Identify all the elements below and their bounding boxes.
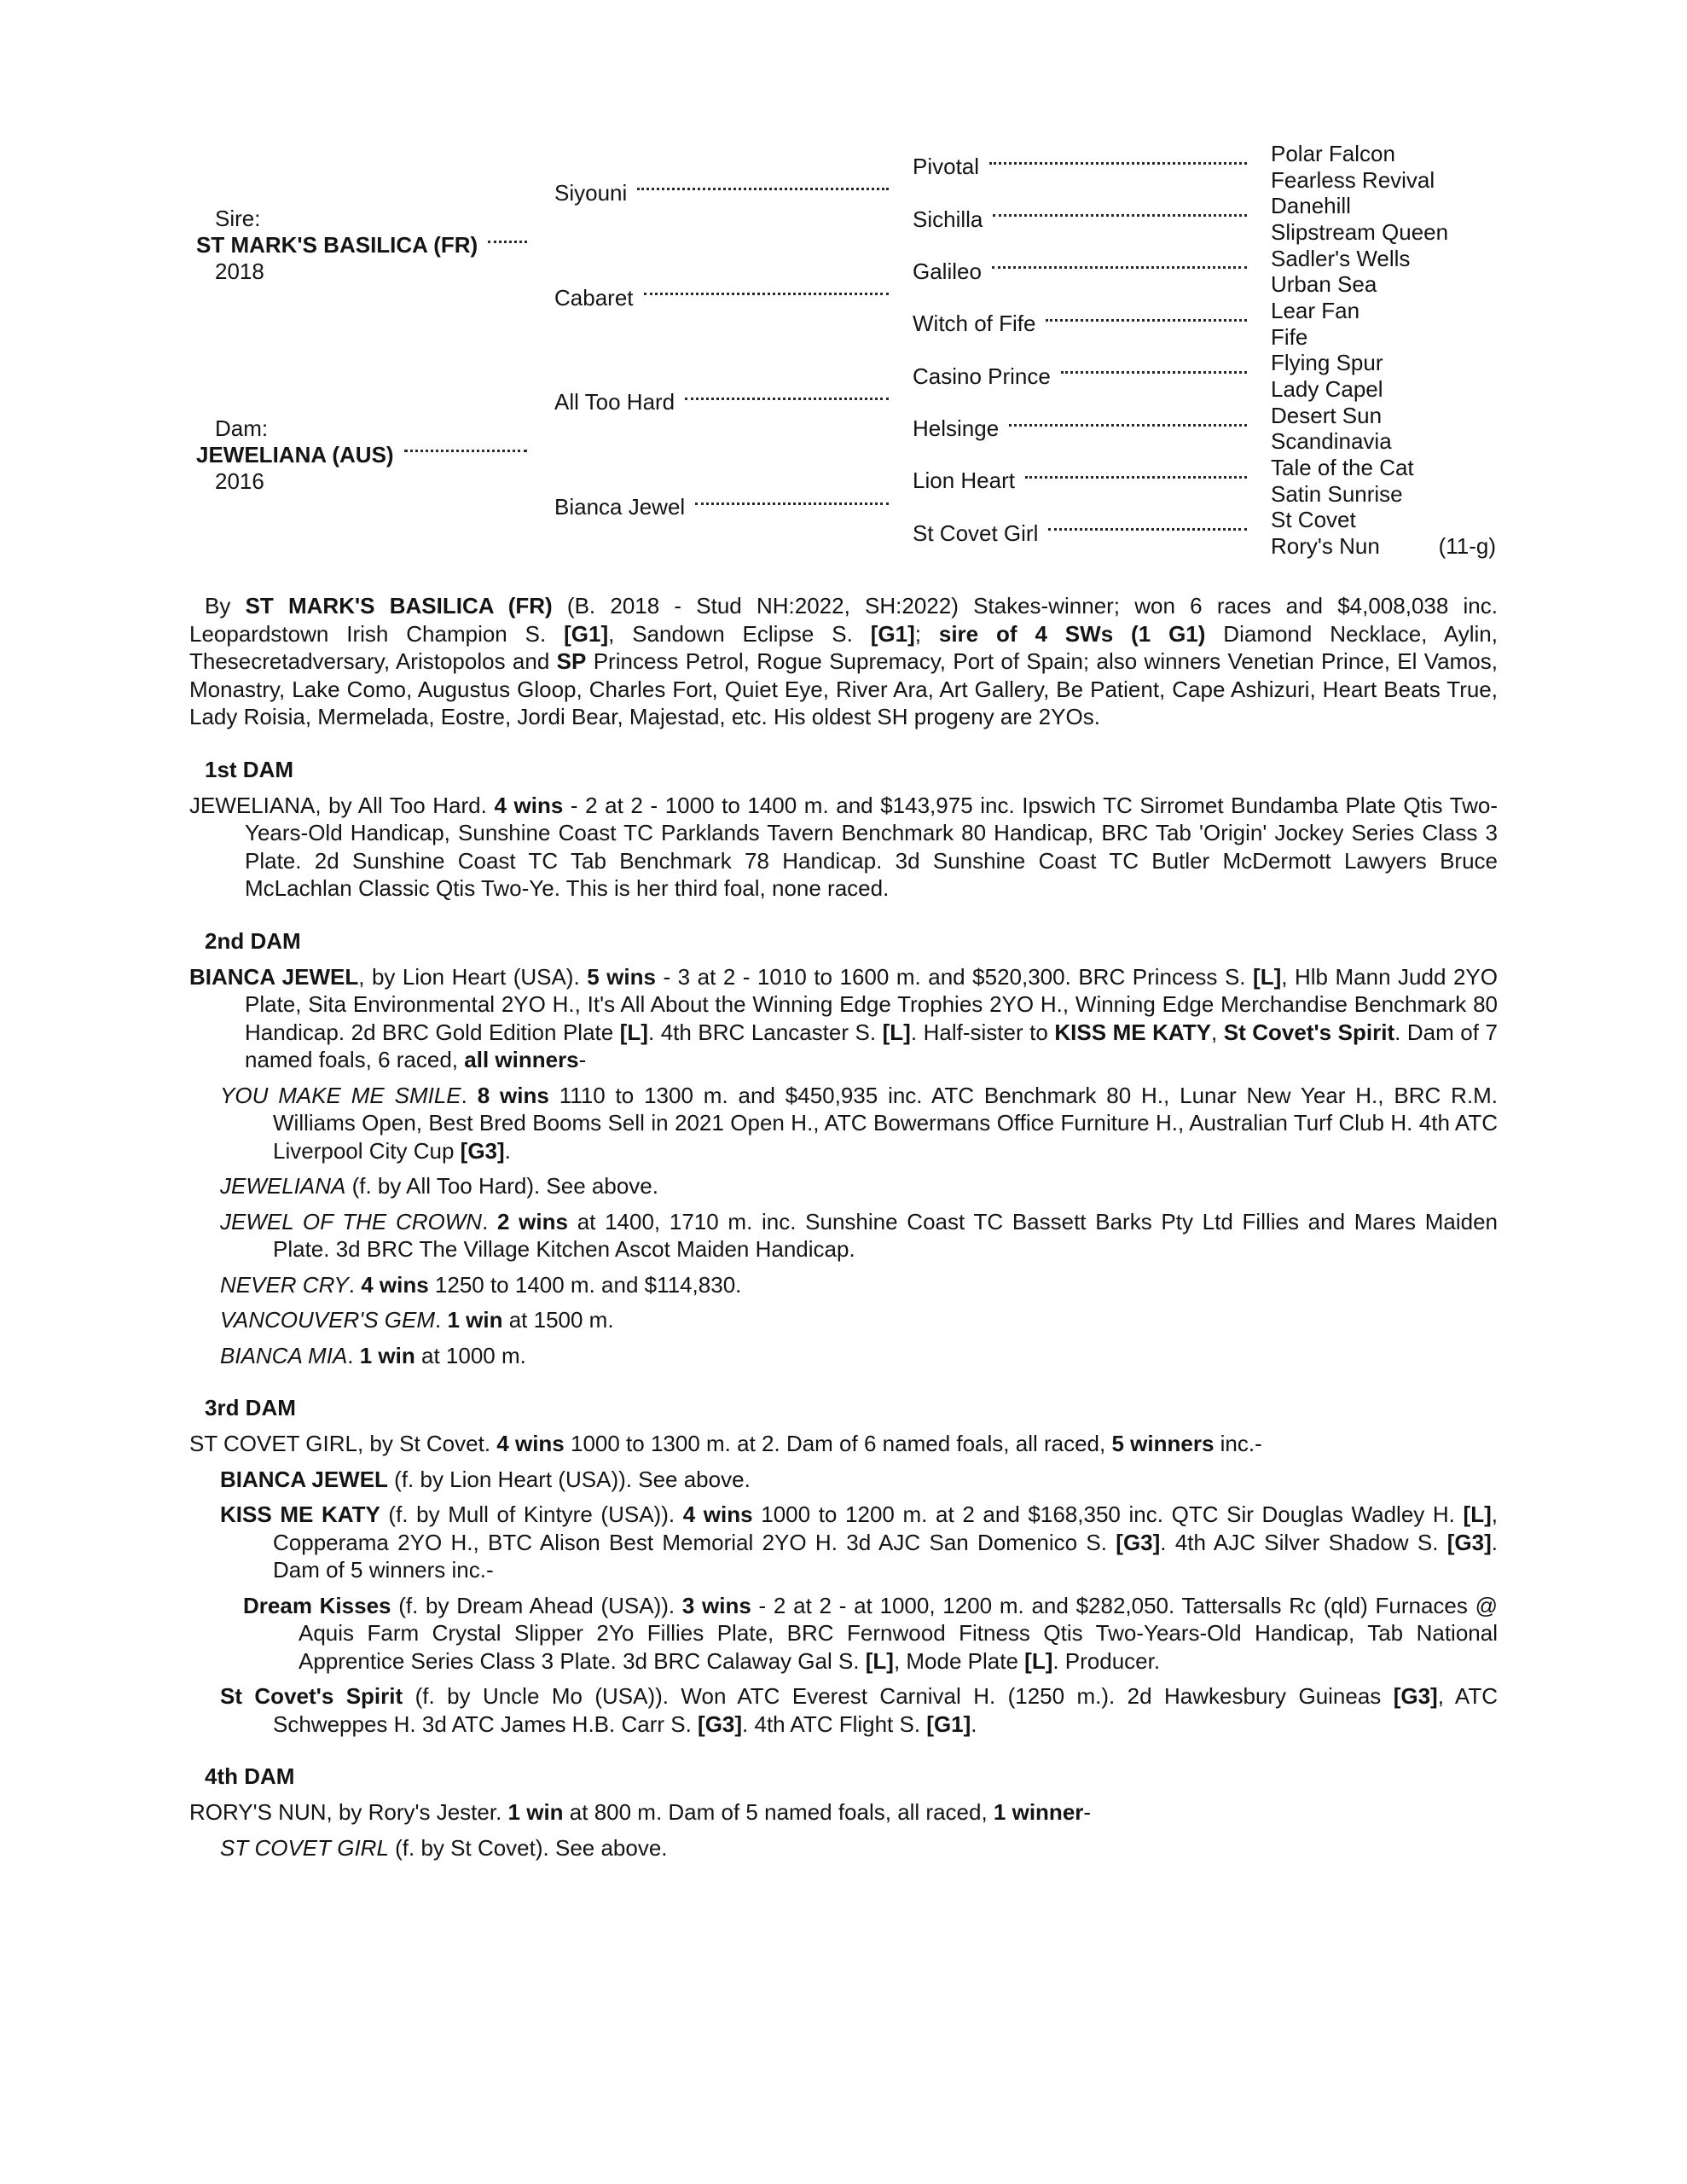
- horse-name: Polar Falcon: [1271, 140, 1395, 166]
- text-run: (f. by Uncle Mo (USA)). Won ATC Everest Carnival H. (1250 m.). 2d Hawkesbury Guineas: [403, 1683, 1394, 1709]
- text-run: NEVER CRY: [220, 1271, 349, 1298]
- text-run: 1000 to 1300 m. at 2. Dam of 6 named foals, all raced,: [564, 1431, 1112, 1456]
- sire-block: [189, 141, 546, 351]
- dam-name: JEWELIANA (AUS): [196, 441, 394, 468]
- text-run: 1 win: [507, 1799, 564, 1825]
- text-run: (f. by Lion Heart (USA)). See above.: [387, 1466, 751, 1492]
- horse-name: Slipstream Queen: [1271, 218, 1449, 245]
- horse-name: Galileo: [913, 258, 982, 284]
- dam4-rorys-nun: [189, 1798, 1498, 1827]
- text-run: 1 win: [447, 1307, 503, 1333]
- text-run: 4 wins: [361, 1271, 429, 1298]
- text-run: Diamond Necklace, Aylin, Thesecretadversary, Aristopolos and: [189, 620, 1498, 674]
- text-run: all winners: [464, 1047, 579, 1072]
- text-run: . 4th BRC Lancaster S.: [647, 1019, 883, 1045]
- horse-name: Flying Spur: [1271, 350, 1383, 376]
- progeny-you-make-me-smile: [220, 1082, 1498, 1165]
- text-run: KISS ME KATY: [220, 1502, 380, 1527]
- pedigree-cell: [904, 141, 1262, 193]
- dotted-leader: [695, 502, 889, 505]
- pedigree-cell: [1262, 429, 1498, 456]
- text-run: [L]: [1463, 1502, 1492, 1527]
- text-run: - 2 at 2 - 1000 to 1400 m. and $143,975 inc. Ipswich TC Sirromet Bundamba Plate Qtis Two-Years-Old Handicap, Sunshine Coast TC Parklands Tavern Benchmark 80 Handicap, BRC Tab 'Origin' Jockey Series Class 3 Plate. 2d Sunshine Coast TC Tab Benchmark 78 Handicap. 3d Sunshine Coast TC Butler McDermott Lawyers Bruce McLachlan Classic Qtis Two-Ye. This is her third foal, none raced.: [245, 792, 1499, 901]
- text-run: , Hlb Mann Judd 2YO Plate, Sita Environmental 2YO H., It's All About the Winning Edge Trophies 2YO H., Winning Edge Merchandise Benchmark 80 Handicap. 2d BRC Gold Edition Plate: [245, 963, 1498, 1045]
- text-run: Dream Kisses: [243, 1592, 391, 1618]
- text-run: 4 wins: [682, 1502, 753, 1527]
- text-run: 1000 to 1200 m. at 2 and $168,350 inc. QTC Sir Douglas Wadley H.: [752, 1502, 1464, 1527]
- pedigree-cell: [546, 455, 904, 560]
- text-run: 2 wins: [497, 1208, 568, 1234]
- text-run: (B. 2018 - Stud NH:2022, SH:2022) Stakes-winner; won 6 races and $4,008,038 inc. Leopardstown Irish Champion S.: [189, 593, 1498, 647]
- pedigree-cell: [1262, 141, 1498, 167]
- text-run: KISS ME KATY: [1054, 1019, 1211, 1045]
- text-run: .: [347, 1342, 360, 1368]
- pedigree-cell: [904, 455, 1262, 507]
- text-run: (f. by St Covet). See above.: [388, 1834, 668, 1861]
- heading-3rd-dam: 3rd DAM: [205, 1395, 296, 1420]
- horse-name: Witch of Fife: [913, 311, 1036, 337]
- family-number: (11-g): [1438, 533, 1496, 560]
- horse-name: Cabaret: [554, 284, 634, 311]
- dotted-leader: [992, 266, 1247, 269]
- text-run: (f. by Dream Ahead (USA)).: [391, 1592, 682, 1618]
- horse-name: Lady Capel: [1271, 376, 1383, 403]
- pedigree-cell: [1262, 324, 1498, 351]
- horse-name: Lear Fan: [1271, 297, 1360, 323]
- dotted-leader: [488, 241, 527, 243]
- heading-1st-dam: 1st DAM: [205, 756, 294, 782]
- dotted-leader: [989, 162, 1247, 165]
- text-run: [G3]: [1393, 1683, 1438, 1709]
- heading-4th-dam: 4th DAM: [205, 1763, 295, 1789]
- text-run: [G1]: [564, 620, 609, 647]
- text-run: [G3]: [460, 1137, 505, 1164]
- sire-label: Sire:: [215, 206, 261, 232]
- text-run: [L]: [1253, 963, 1282, 990]
- text-run: (f. by All Too Hard). See above.: [345, 1173, 658, 1199]
- progeny-vancouvers-gem: [220, 1306, 1498, 1334]
- text-run: , ATC Schweppes H. 3d ATC James H.B. Carr S.: [273, 1683, 1498, 1737]
- text-run: JEWEL OF THE CROWN: [220, 1208, 483, 1234]
- text-run: [G3]: [698, 1711, 743, 1737]
- text-run: .: [435, 1307, 448, 1333]
- text-run: . Dam of 5 winners inc.-: [273, 1529, 1498, 1583]
- text-run: ;: [914, 620, 939, 647]
- pedigree-cell: [546, 141, 904, 246]
- horse-name: Siyouni: [554, 179, 628, 206]
- pedigree-cell: [1262, 508, 1498, 534]
- dotted-leader: [1048, 528, 1247, 531]
- text-run: [G3]: [1116, 1529, 1161, 1555]
- progeny-dream-kisses: [243, 1592, 1498, 1676]
- progeny-st-covets-spirit: [220, 1682, 1498, 1738]
- pedigree-cell: [904, 246, 1262, 298]
- pedigree-cell: [1262, 193, 1498, 219]
- pedigree-cell: [1262, 298, 1498, 324]
- text-run: . Half-sister to: [910, 1019, 1055, 1045]
- text-run: .: [461, 1082, 478, 1108]
- dam1-jeweliana: [189, 792, 1498, 903]
- horse-name: St Covet Girl: [913, 520, 1039, 546]
- text-run: 3 wins: [681, 1592, 751, 1618]
- progeny-bianca-jewel: [220, 1466, 1498, 1494]
- horse-name: Satin Sunrise: [1271, 480, 1403, 507]
- text-run: , Copperama 2YO H., BTC Alison Best Memorial 2YO H. 3d AJC San Domenico S.: [273, 1502, 1498, 1555]
- text-run: BIANCA JEWEL: [220, 1466, 388, 1492]
- horse-name: Fearless Revival: [1271, 166, 1435, 193]
- horse-name: Fife: [1271, 323, 1308, 350]
- progeny-bianca-mia: [220, 1342, 1498, 1370]
- text-run: - 2 at 2 - at 1000, 1200 m. and $282,050. Tattersalls Rc (qld) Furnaces @ Aquis Farm Crystal Slipper 2Yo Fillies Plate, BRC Fernwood Fitness Qtis Two-Years-Old Handicap, Tab National Apprentice Series Class 3 Plate. 3d BRC Calaway Gal S.: [299, 1592, 1498, 1674]
- text-run: 1 win: [359, 1342, 415, 1368]
- horse-name: Casino Prince: [913, 363, 1051, 389]
- text-run: at 1400, 1710 m. inc. Sunshine Coast TC Bassett Barks Pty Ltd Fillies and Mares Maiden Plate. 3d BRC The Village Kitchen Ascot Maiden Handicap.: [273, 1208, 1498, 1262]
- heading-2nd-dam: 2nd DAM: [205, 927, 301, 954]
- text-run: - 3 at 2 - 1010 to 1600 m. and $520,300. BRC Princess S.: [655, 963, 1254, 990]
- text-run: inc.-: [1214, 1431, 1262, 1456]
- horse-name: All Too Hard: [554, 389, 675, 415]
- dotted-leader: [1061, 371, 1247, 374]
- text-run: BIANCA JEWEL: [189, 963, 359, 990]
- horse-name: St Covet: [1271, 507, 1356, 533]
- text-run: RORY'S NUN, by Rory's Jester.: [189, 1799, 508, 1825]
- text-run: St Covet's Spirit: [1223, 1019, 1395, 1045]
- text-run: .: [348, 1271, 362, 1298]
- horse-name: Sichilla: [913, 206, 983, 232]
- sire-name: ST MARK'S BASILICA (FR): [196, 232, 478, 258]
- text-run: . Producer.: [1052, 1647, 1161, 1674]
- text-run: 1 winner: [993, 1799, 1084, 1825]
- text-run: ,: [1210, 1019, 1224, 1045]
- text-run: 8 wins: [477, 1082, 549, 1108]
- dotted-leader: [644, 293, 890, 295]
- text-run: 4 wins: [496, 1431, 565, 1456]
- text-run: , Mode Plate: [893, 1647, 1025, 1674]
- pedigree-cell: [546, 246, 904, 351]
- horse-name: Danehill: [1271, 193, 1351, 219]
- progeny-never-cry: [220, 1271, 1498, 1299]
- dotted-leader: [1046, 319, 1247, 322]
- text-run: 5 winners: [1111, 1431, 1215, 1456]
- text-run: . Dam of 7 named foals, 6 raced,: [245, 1019, 1498, 1072]
- dam-label: Dam:: [215, 415, 269, 441]
- dam3-st-covet-girl: [189, 1430, 1498, 1458]
- pedigree-cell: [1262, 167, 1498, 194]
- text-run: [G3]: [1446, 1529, 1492, 1555]
- text-run: [L]: [882, 1019, 911, 1045]
- pedigree-cell: [904, 193, 1262, 245]
- text-run: -: [1083, 1799, 1092, 1825]
- text-run: .: [482, 1208, 498, 1234]
- horse-name: Bianca Jewel: [554, 494, 686, 520]
- pedigree-cell: [904, 351, 1262, 403]
- pedigree-cell: [1262, 376, 1498, 403]
- pedigree-cell: [904, 298, 1262, 350]
- text-run: By: [205, 593, 246, 619]
- dotted-leader: [685, 398, 889, 400]
- horse-name: Tale of the Cat: [1271, 455, 1414, 481]
- progeny-st-covet-girl: [220, 1834, 1498, 1862]
- text-run: .: [504, 1137, 511, 1164]
- horse-name: Rory's Nun: [1271, 533, 1380, 560]
- text-run: [G1]: [926, 1711, 971, 1737]
- pedigree-cell: [546, 351, 904, 456]
- pedigree-cell: [1262, 246, 1498, 272]
- dam-block: [189, 351, 546, 561]
- text-run: 5 wins: [587, 963, 656, 990]
- pedigree-cell: [1262, 455, 1498, 481]
- text-run: [G1]: [870, 620, 915, 647]
- sire-year: 2018: [215, 258, 264, 285]
- text-run: at 800 m. Dam of 5 named foals, all raced,: [563, 1799, 994, 1825]
- progeny-jeweliana: [220, 1172, 1498, 1200]
- text-run: ST COVET GIRL: [220, 1834, 389, 1861]
- pedigree-cell: [1262, 533, 1498, 560]
- text-run: .: [971, 1711, 977, 1737]
- text-run: SP: [556, 648, 587, 674]
- text-run: . 4th AJC Silver Shadow S.: [1160, 1529, 1447, 1555]
- dotted-leader: [637, 188, 889, 190]
- text-run: Princess Petrol, Rogue Supremacy, Port of Spain; also winners Venetian Prince, El Vamos, Monastry, Lake Como, Augustus Gloop, Charles Fort, Quiet Eye, River Ara, Art Gallery, Be Patient, Cape Ashizuri, Heart Beats True, Lady Roisia, Mermelada, Eostre, Jordi Bear, Majestad, etc. His oldest SH progeny are 2YOs.: [189, 648, 1498, 729]
- progeny-jewel-of-the-crown: [220, 1208, 1498, 1263]
- horse-name: Sadler's Wells: [1271, 245, 1411, 271]
- text-run: [L]: [1024, 1647, 1053, 1674]
- dotted-leader: [993, 214, 1247, 217]
- text-run: 1250 to 1400 m. and $114,830.: [428, 1271, 742, 1298]
- text-run: -: [578, 1047, 587, 1072]
- text-run: at 1500 m.: [502, 1307, 614, 1333]
- pedigree-table: [189, 141, 1498, 560]
- horse-name: Helsinge: [913, 415, 1000, 442]
- horse-name: Pivotal: [913, 154, 980, 180]
- pedigree-cell: [904, 403, 1262, 455]
- horse-name: Urban Sea: [1271, 271, 1377, 298]
- horse-name: Scandinavia: [1271, 428, 1392, 455]
- dotted-leader: [1009, 424, 1247, 427]
- text-run: ST MARK'S BASILICA (FR): [245, 593, 553, 619]
- pedigree-cell: [1262, 271, 1498, 298]
- progeny-kiss-me-katy: [220, 1501, 1498, 1584]
- text-run: , by Lion Heart (USA).: [358, 963, 588, 990]
- text-run: sire of 4 SWs (1 G1): [938, 620, 1206, 647]
- text-run: St Covet's Spirit: [220, 1683, 403, 1709]
- pedigree-cell: [904, 508, 1262, 560]
- pedigree-text: [189, 592, 1498, 1862]
- pedigree-cell: [1262, 351, 1498, 377]
- text-run: , Sandown Eclipse S.: [608, 620, 871, 647]
- text-run: (f. by Mull of Kintyre (USA)).: [380, 1502, 683, 1527]
- text-run: YOU MAKE ME SMILE: [220, 1082, 461, 1108]
- pedigree-cell: [1262, 219, 1498, 246]
- dam2-bianca-jewel: [189, 963, 1498, 1074]
- text-run: VANCOUVER'S GEM: [220, 1307, 436, 1333]
- text-run: 4 wins: [494, 792, 564, 818]
- text-run: 1110 to 1300 m. and $450,935 inc. ATC Benchmark 80 H., Lunar New Year H., BRC R.M. Williams Open, Best Bred Booms Sell in 2021 Open H., ATC Bowermans Office Furniture H., Australian Turf Club H. 4th ATC Liverpool City Cup: [273, 1082, 1498, 1164]
- text-run: at 1000 m.: [415, 1342, 526, 1368]
- text-run: . 4th ATC Flight S.: [742, 1711, 927, 1737]
- pedigree-cell: [1262, 403, 1498, 429]
- horse-name: Desert Sun: [1271, 402, 1383, 428]
- text-run: BIANCA MIA: [220, 1342, 348, 1368]
- text-run: JEWELIANA, by All Too Hard.: [189, 792, 495, 818]
- pedigree-cell: [1262, 481, 1498, 508]
- sire-summary: [189, 592, 1498, 731]
- dotted-leader: [1025, 476, 1247, 479]
- dotted-leader: [404, 450, 527, 452]
- dam-year: 2016: [215, 468, 264, 494]
- horse-name: Lion Heart: [913, 468, 1015, 494]
- text-run: ST COVET GIRL, by St Covet.: [189, 1431, 497, 1456]
- text-run: [L]: [865, 1647, 894, 1674]
- text-run: JEWELIANA: [220, 1173, 346, 1199]
- text-run: [L]: [619, 1019, 648, 1045]
